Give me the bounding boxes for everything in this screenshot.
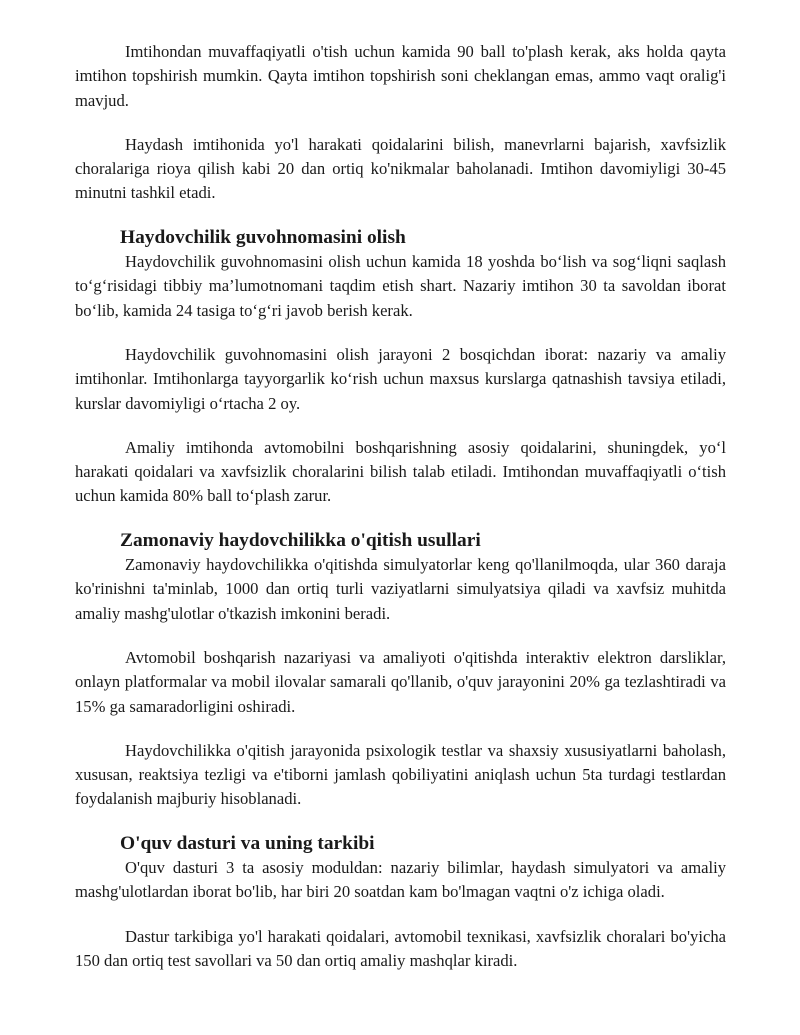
methods-paragraph-2: Avtomobil boshqarish nazariyasi va amaliyoti o'qitishda interaktiv elektron darsliklar, onlayn platformalar va mobil ilovalar samarali qo'llanib, o'quv jarayonini 20% ga tezlashtiradi va 15% ga samaradorligini oshiradi. [75, 647, 726, 716]
section-heading-license: Haydovchilik guvohnomasini olish [120, 226, 406, 248]
curriculum-paragraph-2: Dastur tarkibiga yo'l harakati qoidalari, avtomobil texnikasi, xavfsizlik choralari bo'yicha 150 dan ortiq test savollari va 50 dan ortiq amaliy mashqlar kiradi. [75, 926, 726, 970]
methods-paragraph-3: Haydovchilikka o'qitish jarayonida psixologik testlar va shaxsiy xususiyatlarni baholash, xususan, reaktsiya tezligi va e'tiborni jamlash qobiliyatini aniqlash uchun 5ta turdagi testlardan foydalanish majburiy hisoblanadi. [75, 740, 726, 809]
license-paragraph-1: Haydovchilik guvohnomasini olish uchun kamida 18 yoshda bo‘lish va sog‘liqni saqlash to‘g‘risidagi tibbiy ma’lumotnomani taqdim etish shart. Nazariy imtihon 30 ta savoldan iborat bo‘lib, kamida 24 tasiga to‘g‘ri javob berish kerak. [75, 252, 726, 320]
section-heading-methods: Zamonaviy haydovchilikka o'qitish usullari [120, 529, 481, 551]
intro-paragraph-1: Imtihondan muvaffaqiyatli o'tish uchun kamida 90 ball to'plash kerak, aks holda qayta imtihon topshirish mumkin. Qayta imtihon topshirish soni cheklangan emas, ammo vaqt oralig'i mavjud. [75, 42, 726, 110]
methods-paragraph-1: Zamonaviy haydovchilikka o'qitishda simulyatorlar keng qo'llanilmoqda, ular 360 daraja ko'rinishni ta'minlab, 1000 dan ortiq turli vaziyatlarni simulyatsiya qiladi va xavfsiz muhitda amaliy mashg'ulotlar o'tkazish imkonini beradi. [75, 555, 726, 623]
license-paragraph-3: Amaliy imtihonda avtomobilni boshqarishning asosiy qoidalarini, shuningdek, yo‘l harakati qoidalari va xavfsizlik choralarini bilish talab etiladi. Imtihondan muvaffaqiyatli o‘tish uchun kamida 80% ball to‘plash zarur. [75, 437, 726, 506]
section-heading-curriculum: O'quv dasturi va uning tarkibi [120, 832, 375, 854]
curriculum-paragraph-1: O'quv dasturi 3 ta asosiy moduldan: nazariy bilimlar, haydash simulyatori va amaliy mashg'ulotlardan iborat bo'lib, har biri 20 soatdan kam bo'lmagan vaqtni o'z ichiga oladi. [75, 858, 726, 902]
document-page [75, 40, 726, 993]
intro-paragraph-2: Haydash imtihonida yo'l harakati qoidalarini bilish, manevrlarni bajarish, xavfsizlik choralariga rioya qilish kabi 20 dan ortiq ko'nikmalar baholanadi. Imtihon davomiyligi 30-45 minutni tashkil etadi. [75, 134, 726, 203]
license-paragraph-2: Haydovchilik guvohnomasini olish jarayoni 2 bosqichdan iborat: nazariy va amaliy imtihonlar. Imtihonlarga tayyorgarlik ko‘rish uchun maxsus kurslarga qatnashish tavsiya etiladi, kurslar davomiyligi o‘rtacha 2 oy. [75, 344, 726, 413]
